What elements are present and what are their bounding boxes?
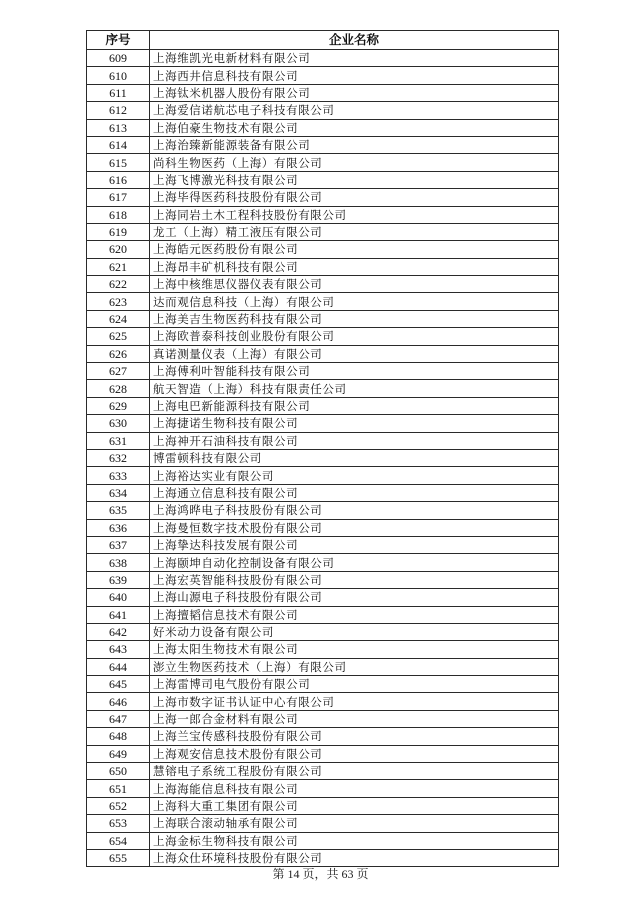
table-header-row <box>87 31 559 50</box>
company-name-cell: 上海擅韬信息技术有限公司 <box>150 606 559 623</box>
company-name-cell: 上海电巴新能源科技有限公司 <box>150 397 559 414</box>
serial-number-cell: 655 <box>87 849 150 866</box>
table-row <box>87 502 559 519</box>
serial-number-cell: 609 <box>87 50 150 67</box>
company-name-cell: 上海西井信息科技有限公司 <box>150 67 559 84</box>
company-name-cell: 上海美吉生物医药科技有限公司 <box>150 310 559 327</box>
company-table <box>86 30 559 867</box>
table-row <box>87 380 559 397</box>
serial-number-cell: 619 <box>87 223 150 240</box>
serial-number-cell: 647 <box>87 710 150 727</box>
page-number-footer: 第 14 页，共 63 页 <box>272 867 369 881</box>
serial-number-cell: 610 <box>87 67 150 84</box>
company-name-cell: 上海治臻新能源装备有限公司 <box>150 136 559 153</box>
company-name-cell: 上海中核维思仪器仪表有限公司 <box>150 276 559 293</box>
header-serial-number: 序号 <box>87 31 150 50</box>
serial-number-cell: 618 <box>87 206 150 223</box>
table-row <box>87 67 559 84</box>
table-row <box>87 84 559 101</box>
company-name-cell: 上海雷博司电气股份有限公司 <box>150 676 559 693</box>
company-name-cell: 上海爱信诺航芯电子科技有限公司 <box>150 102 559 119</box>
company-name-cell: 上海毕得医药科技股份有限公司 <box>150 189 559 206</box>
table-row <box>87 449 559 466</box>
company-name-cell: 尚科生物医药（上海）有限公司 <box>150 154 559 171</box>
serial-number-cell: 625 <box>87 328 150 345</box>
table-row <box>87 606 559 623</box>
company-name-cell: 上海昂丰矿机科技有限公司 <box>150 258 559 275</box>
table-row <box>87 432 559 449</box>
company-name-cell: 澎立生物医药技术（上海）有限公司 <box>150 658 559 675</box>
table-row <box>87 171 559 188</box>
table-row <box>87 536 559 553</box>
company-name-cell: 上海宏英智能科技股份有限公司 <box>150 571 559 588</box>
company-name-cell: 上海傅利叶智能科技有限公司 <box>150 363 559 380</box>
company-name-cell: 好米动力设备有限公司 <box>150 623 559 640</box>
table-row <box>87 745 559 762</box>
company-name-cell: 上海科大重工集团有限公司 <box>150 797 559 814</box>
table-row <box>87 241 559 258</box>
serial-number-cell: 637 <box>87 536 150 553</box>
company-name-cell: 上海欧普泰科技创业股份有限公司 <box>150 328 559 345</box>
company-name-cell: 上海飞博激光科技有限公司 <box>150 171 559 188</box>
table-row <box>87 154 559 171</box>
table-row <box>87 710 559 727</box>
company-name-cell: 上海金标生物科技有限公司 <box>150 832 559 849</box>
serial-number-cell: 611 <box>87 84 150 101</box>
serial-number-cell: 617 <box>87 189 150 206</box>
company-name-cell: 上海海能信息科技有限公司 <box>150 780 559 797</box>
company-name-cell: 上海维凯光电新材料有限公司 <box>150 50 559 67</box>
serial-number-cell: 652 <box>87 797 150 814</box>
company-name-cell: 上海鸿晔电子科技股份有限公司 <box>150 502 559 519</box>
table-row <box>87 276 559 293</box>
serial-number-cell: 632 <box>87 449 150 466</box>
table-row <box>87 484 559 501</box>
serial-number-cell: 651 <box>87 780 150 797</box>
table-row <box>87 310 559 327</box>
table-row <box>87 50 559 67</box>
table-body <box>87 50 559 867</box>
serial-number-cell: 639 <box>87 571 150 588</box>
table-row <box>87 571 559 588</box>
serial-number-cell: 648 <box>87 728 150 745</box>
company-name-cell: 上海裕达实业有限公司 <box>150 467 559 484</box>
serial-number-cell: 612 <box>87 102 150 119</box>
table-row <box>87 676 559 693</box>
company-name-cell: 上海神开石油科技有限公司 <box>150 432 559 449</box>
table-row <box>87 102 559 119</box>
table-row <box>87 693 559 710</box>
table-row <box>87 223 559 240</box>
serial-number-cell: 627 <box>87 363 150 380</box>
serial-number-cell: 634 <box>87 484 150 501</box>
serial-number-cell: 642 <box>87 623 150 640</box>
serial-number-cell: 628 <box>87 380 150 397</box>
serial-number-cell: 615 <box>87 154 150 171</box>
company-name-cell: 上海众仕环境科技股份有限公司 <box>150 849 559 866</box>
serial-number-cell: 626 <box>87 345 150 362</box>
company-name-cell: 上海同岩土木工程科技股份有限公司 <box>150 206 559 223</box>
serial-number-cell: 643 <box>87 641 150 658</box>
table-row <box>87 623 559 640</box>
company-name-cell: 上海挚达科技发展有限公司 <box>150 536 559 553</box>
company-name-cell: 上海捷诺生物科技有限公司 <box>150 415 559 432</box>
table-row <box>87 641 559 658</box>
company-name-cell: 上海市数字证书认证中心有限公司 <box>150 693 559 710</box>
table-row <box>87 554 559 571</box>
header-company-name: 企业名称 <box>150 31 559 50</box>
serial-number-cell: 644 <box>87 658 150 675</box>
table-row <box>87 363 559 380</box>
company-name-cell: 上海伯豪生物技术有限公司 <box>150 119 559 136</box>
company-name-cell: 龙工（上海）精工液压有限公司 <box>150 223 559 240</box>
company-name-cell: 上海皓元医药股份有限公司 <box>150 241 559 258</box>
serial-number-cell: 633 <box>87 467 150 484</box>
company-name-cell: 上海太阳生物技术有限公司 <box>150 641 559 658</box>
table-row <box>87 258 559 275</box>
serial-number-cell: 650 <box>87 763 150 780</box>
company-name-cell: 上海钛米机器人股份有限公司 <box>150 84 559 101</box>
serial-number-cell: 630 <box>87 415 150 432</box>
table-row <box>87 136 559 153</box>
company-name-cell: 博雷顿科技有限公司 <box>150 449 559 466</box>
table-row <box>87 293 559 310</box>
table-row <box>87 763 559 780</box>
serial-number-cell: 629 <box>87 397 150 414</box>
table-row <box>87 797 559 814</box>
table-row <box>87 728 559 745</box>
serial-number-cell: 624 <box>87 310 150 327</box>
company-name-cell: 真诺测量仪表（上海）有限公司 <box>150 345 559 362</box>
company-name-cell: 达而观信息科技（上海）有限公司 <box>150 293 559 310</box>
table-row <box>87 119 559 136</box>
serial-number-cell: 649 <box>87 745 150 762</box>
serial-number-cell: 616 <box>87 171 150 188</box>
company-name-cell: 上海颐坤自动化控制设备有限公司 <box>150 554 559 571</box>
table-row <box>87 415 559 432</box>
company-name-cell: 慧镕电子系统工程股份有限公司 <box>150 763 559 780</box>
serial-number-cell: 621 <box>87 258 150 275</box>
company-name-cell: 上海兰宝传感科技股份有限公司 <box>150 728 559 745</box>
table-row <box>87 345 559 362</box>
serial-number-cell: 641 <box>87 606 150 623</box>
serial-number-cell: 646 <box>87 693 150 710</box>
serial-number-cell: 622 <box>87 276 150 293</box>
table-row <box>87 467 559 484</box>
table-row <box>87 815 559 832</box>
company-name-cell: 上海曼恒数字技术股份有限公司 <box>150 519 559 536</box>
table-row <box>87 397 559 414</box>
serial-number-cell: 640 <box>87 589 150 606</box>
serial-number-cell: 653 <box>87 815 150 832</box>
table-row <box>87 328 559 345</box>
serial-number-cell: 614 <box>87 136 150 153</box>
company-name-cell: 上海观安信息技术股份有限公司 <box>150 745 559 762</box>
serial-number-cell: 620 <box>87 241 150 258</box>
serial-number-cell: 631 <box>87 432 150 449</box>
serial-number-cell: 613 <box>87 119 150 136</box>
company-name-cell: 航天智造（上海）科技有限责任公司 <box>150 380 559 397</box>
serial-number-cell: 654 <box>87 832 150 849</box>
serial-number-cell: 645 <box>87 676 150 693</box>
company-name-cell: 上海山源电子科技股份有限公司 <box>150 589 559 606</box>
serial-number-cell: 638 <box>87 554 150 571</box>
serial-number-cell: 623 <box>87 293 150 310</box>
company-name-cell: 上海一郎合金材料有限公司 <box>150 710 559 727</box>
company-name-cell: 上海通立信息科技有限公司 <box>150 484 559 501</box>
table-row <box>87 780 559 797</box>
serial-number-cell: 635 <box>87 502 150 519</box>
table-row <box>87 206 559 223</box>
company-name-cell: 上海联合滚动轴承有限公司 <box>150 815 559 832</box>
table-row <box>87 189 559 206</box>
serial-number-cell: 636 <box>87 519 150 536</box>
table-row <box>87 832 559 849</box>
table-row <box>87 658 559 675</box>
table-row <box>87 519 559 536</box>
table-row <box>87 589 559 606</box>
